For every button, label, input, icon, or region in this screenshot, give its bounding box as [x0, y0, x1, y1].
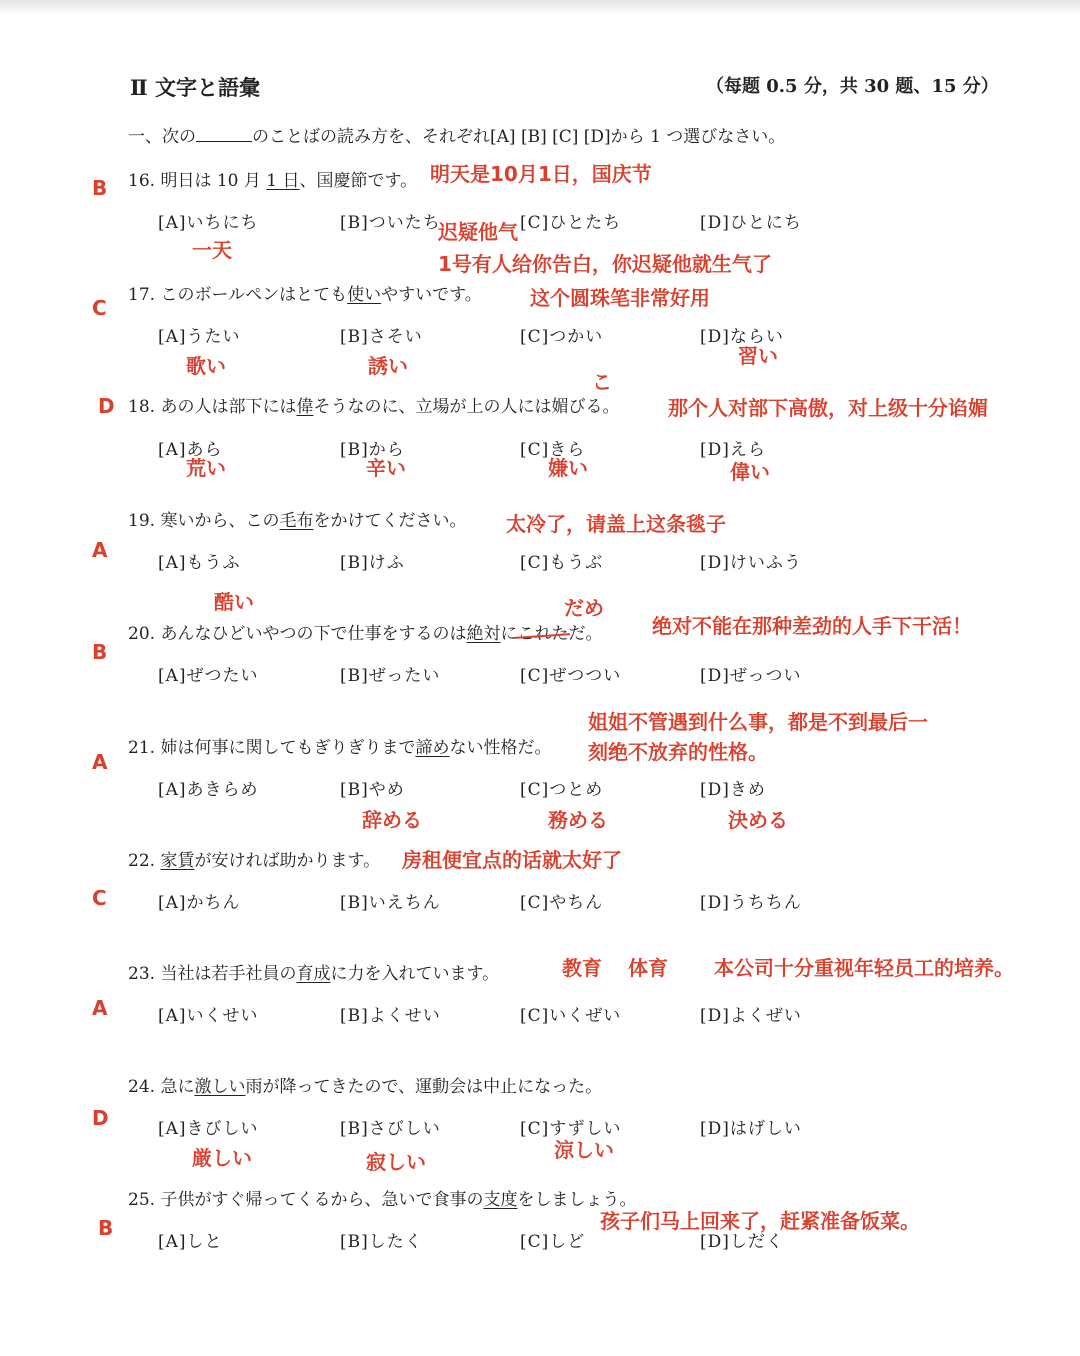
- option-22-c[interactable]: [C]やちん: [520, 893, 604, 913]
- option-16-b[interactable]: [B]ついたち: [340, 213, 441, 233]
- option-19-b[interactable]: [B]けふ: [340, 553, 405, 573]
- option-18-a[interactable]: [A]あら: [158, 440, 223, 460]
- option-23-d[interactable]: [D]よくぜい: [700, 1006, 802, 1026]
- option-23-c[interactable]: [C]いくぜい: [520, 1006, 622, 1026]
- question-17: 17. このボールペンはとても使いやすいです。: [128, 285, 482, 305]
- translation-19: 太冷了，请盖上这条毯子: [506, 512, 726, 536]
- note-18-5: 偉い: [730, 460, 770, 484]
- option-23-b[interactable]: [B]よくせい: [340, 1006, 441, 1026]
- note-16-1: 一天: [192, 238, 232, 262]
- note-16-2: 迟疑他气: [438, 220, 518, 244]
- answer-16: B: [92, 176, 108, 200]
- answer-21: A: [92, 750, 108, 774]
- translation-16: 明天是10月1日，国庆节: [430, 162, 652, 186]
- option-19-d[interactable]: [D]けいふう: [700, 553, 802, 573]
- answer-23: A: [92, 996, 108, 1020]
- answer-20: B: [92, 640, 108, 664]
- section-title: Ⅱ 文字と語彙: [130, 75, 261, 100]
- note-21-1: 辞める: [362, 808, 422, 832]
- option-25-a[interactable]: [A]しと: [158, 1232, 223, 1252]
- option-19-a[interactable]: [A]もうふ: [158, 553, 241, 573]
- option-20-d[interactable]: [D]ぜっつい: [700, 666, 802, 686]
- note-17-3: 習い: [738, 344, 778, 368]
- section-score: （每题 0.5 分，共 30 题、15 分）: [706, 76, 999, 97]
- option-21-c[interactable]: [C]つとめ: [520, 780, 604, 800]
- note-18-1: こ: [592, 370, 612, 394]
- translation-21-line2: 刻绝不放弃的性格。: [588, 740, 768, 764]
- note-19-1: 酷い: [214, 590, 254, 614]
- answer-22: C: [92, 886, 107, 910]
- note-21-3: 決める: [728, 808, 788, 832]
- option-21-d[interactable]: [D]きめ: [700, 780, 766, 800]
- note-18-2: 荒い: [186, 456, 226, 480]
- option-17-a[interactable]: [A]うたい: [158, 327, 241, 347]
- question-25: 25. 子供がすぐ帰ってくるから、急いで食事の支度をしましょう。: [128, 1190, 637, 1210]
- option-24-b[interactable]: [B]さびしい: [340, 1119, 441, 1139]
- option-20-b[interactable]: [B]ぜったい: [340, 666, 441, 686]
- answer-25: B: [98, 1216, 114, 1240]
- answer-17: C: [92, 296, 107, 320]
- option-17-c[interactable]: [C]つかい: [520, 327, 604, 347]
- answer-24: D: [92, 1106, 109, 1130]
- note-23-2: 体育: [628, 956, 668, 980]
- option-23-a[interactable]: [A]いくせい: [158, 1006, 259, 1026]
- question-18: 18. あの人は部下には偉そうなのに、立場が上の人には媚びる。: [128, 397, 620, 417]
- option-22-d[interactable]: [D]うちちん: [700, 893, 802, 913]
- answer-18: D: [98, 394, 115, 418]
- instruction: [128, 122, 785, 147]
- option-25-d[interactable]: [D]しだく: [700, 1232, 784, 1252]
- option-21-a[interactable]: [A]あきらめ: [158, 780, 259, 800]
- option-21-b[interactable]: [B]やめ: [340, 780, 405, 800]
- option-16-a[interactable]: [A]いちにち: [158, 213, 259, 233]
- option-17-d[interactable]: [D]ならい: [700, 327, 784, 347]
- option-25-c[interactable]: [C]しど: [520, 1232, 586, 1252]
- option-24-d[interactable]: [D]はげしい: [700, 1119, 802, 1139]
- translation-23: 本公司十分重视年轻员工的培养。: [714, 956, 1014, 980]
- note-17-2: 誘い: [368, 354, 408, 378]
- question-16: 16. 明日は 10 月 1 日、国慶節です。: [128, 171, 418, 191]
- note-24-1: 厳しい: [192, 1146, 252, 1170]
- option-20-a[interactable]: [A]ぜつたい: [158, 666, 259, 686]
- option-20-c[interactable]: [C]ぜつつい: [520, 666, 622, 686]
- question-23: 23. 当社は若手社員の育成に力を入れています。: [128, 964, 500, 984]
- question-19: 19. 寒いから、この毛布をかけてください。: [128, 511, 467, 531]
- option-22-b[interactable]: [B]いえちん: [340, 893, 441, 913]
- note-24-3: 涼しい: [554, 1138, 614, 1162]
- option-18-c[interactable]: [C]きら: [520, 440, 586, 460]
- translation-20: 绝对不能在那种差劲的人手下干活！: [652, 614, 972, 638]
- question-20: 20. あんなひどいやつの下で仕事をするのは絶対にこれただ。: [128, 624, 603, 644]
- note-16-3: 1号有人给你告白，你迟疑他就生气了: [438, 252, 772, 276]
- translation-21: 姐姐不管遇到什么事，都是不到最后一: [588, 710, 928, 734]
- struck-text: これた: [517, 624, 569, 644]
- question-22: 22. 家賃が安ければ助かります。: [128, 851, 381, 871]
- option-18-d[interactable]: [D]えら: [700, 440, 766, 460]
- question-24: 24. 急に激しい雨が降ってきたので、運動会は中止になった。: [128, 1077, 603, 1097]
- option-25-b[interactable]: [B]したく: [340, 1232, 423, 1252]
- instruction-blank: [196, 127, 252, 142]
- option-17-b[interactable]: [B]さそい: [340, 327, 423, 347]
- translation-18: 那个人对部下高傲，对上级十分谄媚: [668, 396, 988, 420]
- top-shadow: [0, 0, 1080, 14]
- question-21: 21. 姉は何事に関してもぎりぎりまで諦めない性格だ。: [128, 738, 552, 758]
- option-22-a[interactable]: [A]かちん: [158, 893, 241, 913]
- option-19-c[interactable]: [C]もうぶ: [520, 553, 604, 573]
- instruction-after: のことばの読み方を、それぞれ[A] [B] [C] [D]から 1 つ選びなさい。: [252, 127, 786, 147]
- note-18-3: 辛い: [366, 456, 406, 480]
- note-24-2: 寂しい: [366, 1150, 426, 1174]
- note-17-1: 歌い: [186, 354, 226, 378]
- option-16-c[interactable]: [C]ひとたち: [520, 213, 622, 233]
- instruction-before: 一、次の: [128, 127, 196, 147]
- note-19-2: だめ: [564, 596, 604, 620]
- note-21-2: 務める: [548, 808, 608, 832]
- note-18-4: 嫌い: [548, 456, 588, 480]
- option-24-a[interactable]: [A]きびしい: [158, 1119, 259, 1139]
- note-23-1: 教育: [562, 956, 602, 980]
- option-18-b[interactable]: [B]から: [340, 440, 405, 460]
- translation-22: 房租便宜点的话就太好了: [402, 848, 622, 872]
- option-16-d[interactable]: [D]ひとにち: [700, 213, 802, 233]
- answer-19: A: [92, 538, 108, 562]
- translation-17: 这个圆珠笔非常好用: [530, 286, 710, 310]
- option-24-c[interactable]: [C]すずしい: [520, 1119, 622, 1139]
- translation-25: 孩子们马上回来了，赶紧准备饭菜。: [600, 1209, 920, 1233]
